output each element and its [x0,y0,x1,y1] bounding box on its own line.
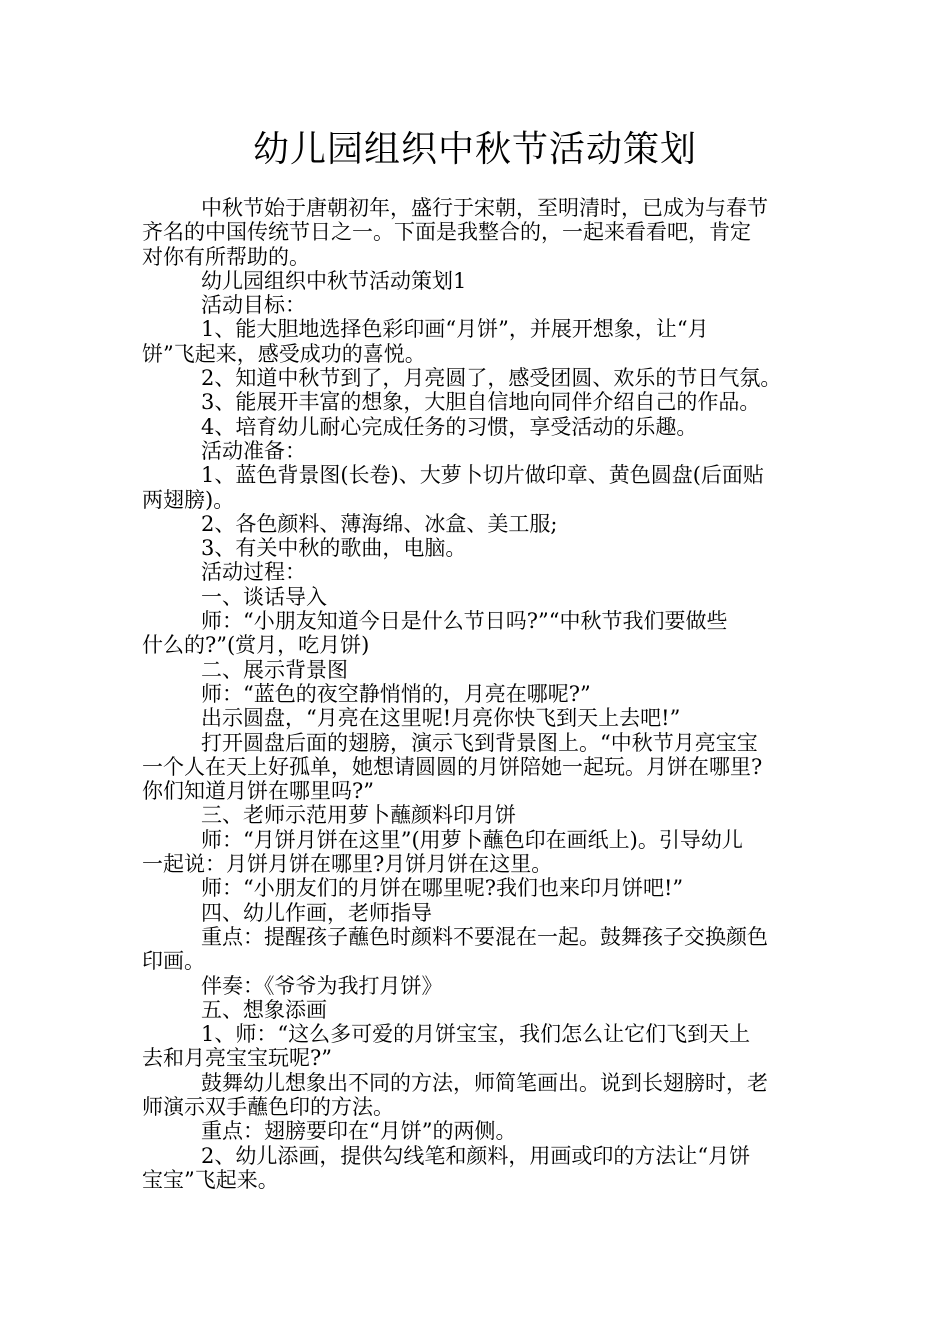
paragraph [142,925,808,974]
paragraph-line: 活动准备： [201,438,306,463]
paragraph-line: 二、展示背景图 [201,657,348,682]
paragraph [142,828,808,877]
paragraph-line: 饼”飞起来，感受成功的喜悦。 [142,341,426,366]
paragraph [142,1144,808,1193]
paragraph [142,439,808,463]
paragraph [142,463,808,512]
paragraph [142,803,808,827]
paragraph-line: 师：“小朋友知道今日是什么节日吗?”“中秋节我们要做些 [201,609,728,634]
paragraph-line: 活动目标： [201,293,306,318]
paragraph-line: 2、幼儿添画，提供勾线笔和颜料，用画或印的方法让“月饼 [201,1143,751,1168]
paragraph-line: 幼儿园组织中秋节活动策划1 [201,268,467,293]
paragraph-line: 什么的?”(赏月，吃月饼) [142,633,370,658]
paragraph-line: 两翅膀)。 [142,487,235,512]
paragraph-line: 重点：提醒孩子蘸色时颜料不要混在一起。鼓舞孩子交换颜色 [201,924,768,949]
paragraph-line: 对你有所帮助的。 [142,244,310,269]
paragraph [142,901,808,925]
paragraph [142,731,808,804]
paragraph [142,658,808,682]
paragraph-line: 1、蓝色背景图(长卷)、大萝卜切片做印章、黄色圆盘(后面贴 [201,463,764,488]
paragraph-line: 三、老师示范用萝卜蘸颜料印月饼 [201,803,516,828]
paragraph [142,560,808,584]
paragraph-line: 一个人在天上好孤单，她想请圆圆的月饼陪她一起玩。月饼在哪里? [142,754,763,779]
paragraph-line: 3、有关中秋的歌曲，电脑。 [201,536,467,561]
paragraph-line: 一、谈话导入 [201,584,327,609]
paragraph-line: 1、师：“这么多可爱的月饼宝宝，我们怎么让它们飞到天上 [201,1022,751,1047]
paragraph [142,876,808,900]
paragraph [142,998,808,1022]
paragraph-line: 出示圆盘，“月亮在这里呢!月亮你快飞到天上去吧!” [201,706,681,731]
paragraph [142,609,808,658]
paragraph-line: 中秋节始于唐朝初年，盛行于宋朝，至明清时，已成为与春节 [201,196,768,220]
paragraph-line: 师：“月饼月饼在这里”(用萝卜蘸色印在画纸上)。引导幼儿 [201,827,743,852]
paragraph [142,1119,808,1143]
document-body [142,196,808,1192]
paragraph [142,317,808,366]
paragraph [142,536,808,560]
paragraph-line: 五、想象添画 [201,997,327,1022]
paragraph-line: 鼓舞幼儿想象出不同的方法，师简笔画出。说到长翅膀时，老 [201,1070,768,1095]
paragraph-line: 活动过程： [201,560,306,585]
paragraph-line: 师：“小朋友们的月饼在哪里呢?我们也来印月饼吧!” [201,876,684,901]
paragraph-line: 去和月亮宝宝玩呢?” [142,1046,332,1071]
paragraph [142,415,808,439]
document-title: 幼儿园组织中秋节活动策划 [252,129,697,170]
paragraph-line: 师：“蓝色的夜空静悄悄的，月亮在哪呢?” [201,681,591,706]
paragraph [142,1022,808,1071]
paragraph [142,293,808,317]
paragraph-line: 1、能大胆地选择色彩印画“月饼”，并展开想象，让“月 [201,317,709,342]
paragraph [142,196,808,269]
paragraph [142,1071,808,1120]
paragraph-line: 4、培育幼儿耐心完成任务的习惯，享受活动的乐趣。 [201,414,698,439]
paragraph-line: 2、知道中秋节到了，月亮圆了，感受团圆、欢乐的节日气氛。 [201,366,782,391]
paragraph-line: 齐名的中国传统节日之一。下面是我整合的，一起来看看吧，肯定 [142,220,751,245]
paragraph-line: 伴奏：《爷爷为我打月饼》 [201,973,443,998]
paragraph-line: 打开圆盘后面的翅膀，演示飞到背景图上。“中秋节月亮宝宝 [201,730,758,755]
paragraph-line: 3、能展开丰富的想象，大胆自信地向同伴介绍自己的作品。 [201,390,761,415]
paragraph [142,269,808,293]
paragraph-line: 四、幼儿作画，老师指导 [201,900,432,925]
paragraph-line: 一起说：月饼月饼在哪里?月饼月饼在这里。 [142,852,553,877]
paragraph-line: 你们知道月饼在哪里吗?” [142,779,374,804]
paragraph [142,974,808,998]
paragraph [142,682,808,706]
paragraph [142,512,808,536]
paragraph-line: 重点：翅膀要印在“月饼”的两侧。 [201,1119,517,1144]
paragraph-line: 2、各色颜料、薄海绵、冰盒、美工服; [201,511,558,536]
paragraph-line: 印画。 [142,949,205,974]
paragraph [142,366,808,390]
paragraph-line: 师演示双手蘸色印的方法。 [142,1094,394,1119]
paragraph [142,585,808,609]
paragraph-line: 宝宝”飞起来。 [142,1167,279,1192]
paragraph [142,706,808,730]
paragraph [142,390,808,414]
